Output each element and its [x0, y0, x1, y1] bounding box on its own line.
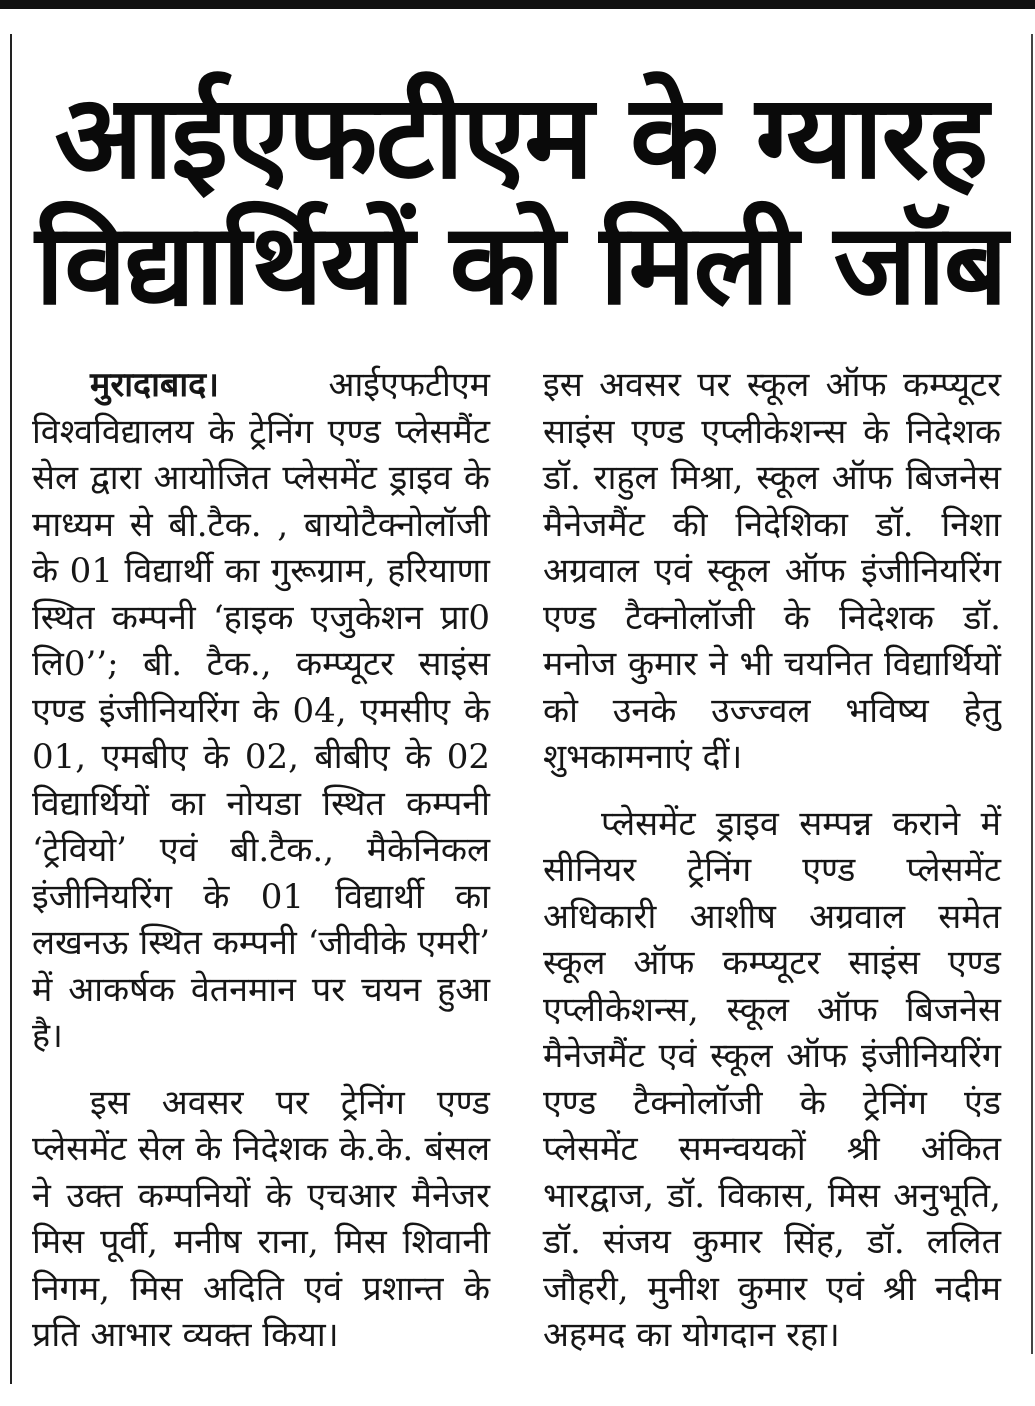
article-paragraph [32, 362, 490, 1060]
paragraph-text: आईएफटीएम विश्वविद्यालय के ट्रेनिंग एण्ड प्लेसमैंट सेल द्वारा आयोजित प्लेसमेंट ड्राइव के माध्यम से बी.टैक. , बायोटैक्नोलॉजी के 01 विद्यार्थी का गुरूग्राम, हरियाणा स्थित कम्पनी ‘हाइक एजुकेशन प्रा0 लि0’’; बी. टैक., कम्प्यूटर साइंस एण्ड इंजीनियरिंग के 04, एमसीए के 01, एमबीए के 02, बीबीए के 02 विद्यार्थियों का नोयडा स्थित कम्पनी ‘ट्रेवियो’ एवं बी.टैक., मैकेनिकल इंजीनियरिंग के 01 विद्यार्थी का लखनऊ स्थित कम्पनी ‘जीवीके एमरी’ में आकर्षक वेतनमान पर चयन हुआ है। [32, 365, 490, 1056]
article-paragraph: इस अवसर पर ट्रेनिंग एण्ड प्लेसमेंट सेल के निदेशक के.के. बंसल ने उक्त कम्पनियों के एचआर मैनेजर मिस पूर्वी, मनीष राना, मिस शिवानी निगम, मिस अदिति एवं प्रशान्त के प्रति आभार व्यक्त किया। [32, 1082, 490, 1355]
article-column-right [543, 362, 1001, 1359]
headline [28, 70, 1013, 331]
right-edge-rule [1031, 34, 1033, 1354]
top-border-bar [0, 0, 1035, 9]
left-column-rule [10, 34, 12, 1384]
dateline: मुरादाबाद। [90, 365, 220, 405]
headline-line-2: विद्यार्थियों को मिली जॉब [35, 200, 1006, 331]
article-paragraph: इस अवसर पर स्कूल ऑफ कम्प्यूटर साइंस एण्ड एप्लीकेशन्स के निदेशक डॉ. राहुल मिश्रा, स्कूल ऑफ बिजनेस मैनेजमैंट की निदेशिका डॉ. निशा अग्रवाल एवं स्कूल ऑफ इंजीनियरिंग एण्ड टैक्नोलॉजी के निदेशक डॉ. मनोज कुमार ने भी चयनित विद्यार्थियों को उनके उज्ज्वल भविष्य हेतु शुभकामनाएं दीं। [543, 365, 1001, 777]
headline-line-1: आईएफटीएम के ग्यारह [54, 70, 987, 206]
article-paragraph: प्लेसमेंट ड्राइव सम्पन्न कराने में सीनियर ट्रेनिंग एण्ड प्लेसमेंट अधिकारी आशीष अग्रवाल समेत स्कूल ऑफ कम्प्यूटर साइंस एण्ड एप्लीकेशन्स, स्कूल ऑफ बिजनेस मैनेजमैंट एवं स्कूल ऑफ इंजीनियरिंग एण्ड टैक्नोलॉजी के ट्रेनिंग एंड प्लेसमेंट समन्वयकों श्री अंकित भारद्वाज, डॉ. विकास, मिस अनुभूति, डॉ. संजय कुमार सिंह, डॉ. ललित जौहरी, मुनीश कुमार एवं श्री नदीम अहमद का योगदान रहा। [543, 803, 1001, 1355]
article-column-left [32, 362, 490, 1359]
